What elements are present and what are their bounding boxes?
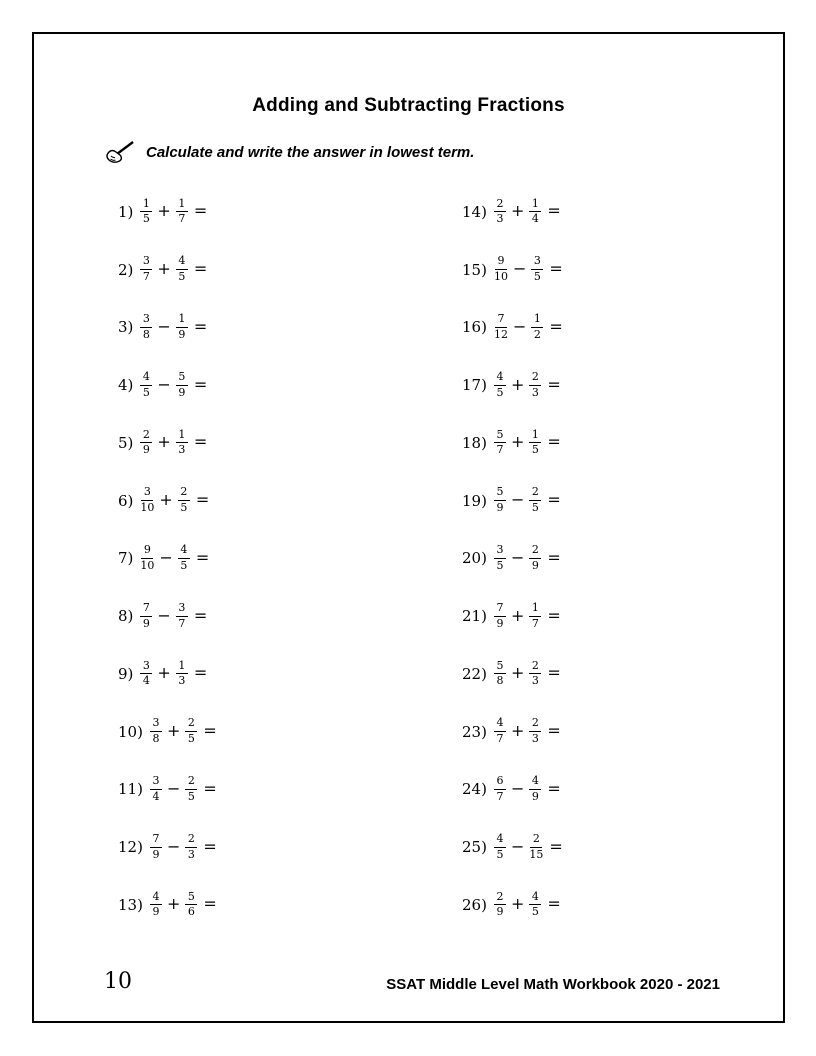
operator: − (159, 547, 173, 567)
equals-sign: = (193, 663, 208, 683)
numerator: 3 (176, 602, 188, 617)
fraction (494, 486, 506, 514)
problem-row (462, 414, 563, 472)
fraction (529, 717, 541, 745)
fraction (494, 602, 506, 630)
fraction (494, 429, 506, 457)
fraction (494, 775, 506, 803)
denominator: 7 (142, 270, 150, 284)
problem-row (462, 183, 563, 241)
numerator: 1 (176, 660, 188, 675)
problem-row (462, 472, 563, 530)
numerator: 2 (140, 429, 152, 444)
equals-sign: = (193, 259, 208, 279)
denominator: 9 (178, 327, 186, 341)
denominator: 8 (152, 732, 160, 746)
problem-row (462, 587, 563, 645)
operator: − (510, 836, 525, 856)
problem-number: 15) (462, 260, 487, 279)
problem-number: 13) (118, 895, 143, 914)
fraction (150, 775, 162, 803)
numerator: 7 (494, 602, 506, 617)
fraction (140, 255, 152, 283)
fraction (140, 429, 152, 457)
denominator: 5 (180, 501, 188, 515)
problem-number: 2) (118, 260, 134, 279)
problem-number: 22) (462, 664, 487, 683)
equals-sign: = (193, 605, 208, 625)
numerator: 2 (529, 660, 541, 675)
operator: + (166, 721, 181, 741)
numerator: 5 (176, 371, 188, 386)
denominator: 9 (531, 558, 539, 572)
problem-number: 7) (118, 549, 134, 568)
operator: − (510, 490, 525, 510)
book-title: SSAT Middle Level Math Workbook 2020 - 2021 (386, 976, 720, 993)
fraction (529, 775, 541, 803)
writing-hand-icon (105, 140, 135, 164)
problem-number: 17) (462, 376, 487, 395)
fraction (176, 371, 188, 399)
fraction (494, 313, 508, 341)
numerator: 3 (140, 255, 152, 270)
operator: + (157, 259, 171, 279)
fraction (176, 255, 188, 283)
fraction (494, 717, 506, 745)
problem-row (118, 645, 217, 703)
problem-row (462, 876, 563, 934)
problem-number: 14) (462, 202, 487, 221)
numerator: 1 (529, 602, 541, 617)
problem-number: 11) (118, 780, 143, 799)
denominator: 8 (496, 674, 504, 688)
numerator: 1 (531, 313, 543, 328)
operator: − (510, 547, 525, 567)
problem-row (118, 761, 217, 819)
numerator: 1 (529, 198, 541, 213)
denominator: 5 (142, 385, 150, 399)
denominator: 5 (178, 270, 186, 284)
equals-sign: = (195, 490, 210, 510)
page-title: Adding and Subtracting Fractions (252, 95, 565, 116)
denominator: 4 (152, 789, 160, 803)
numerator: 3 (150, 775, 162, 790)
problem-row (118, 183, 217, 241)
fraction (494, 833, 506, 861)
fraction (185, 891, 197, 919)
denominator: 5 (533, 270, 541, 284)
fraction (176, 198, 188, 226)
page-number: 10 (104, 969, 132, 994)
numerator: 1 (140, 198, 152, 213)
numerator: 3 (531, 255, 543, 270)
problem-row (118, 818, 217, 876)
problem-row (118, 241, 217, 299)
operator: − (157, 374, 171, 394)
denominator: 9 (496, 616, 504, 630)
denominator: 4 (142, 674, 150, 688)
denominator: 7 (496, 789, 504, 803)
operator: + (159, 490, 173, 510)
denominator: 9 (496, 501, 504, 515)
operator: − (510, 778, 525, 798)
denominator: 5 (142, 212, 150, 226)
equals-sign: = (547, 894, 561, 914)
numerator: 3 (494, 544, 506, 559)
numerator: 7 (140, 602, 152, 617)
operator: + (510, 201, 525, 221)
numerator: 2 (185, 833, 197, 848)
operator: − (166, 778, 181, 798)
problem-number: 6) (118, 491, 134, 510)
denominator: 9 (152, 905, 160, 919)
denominator: 5 (531, 443, 539, 457)
problem-number: 8) (118, 607, 134, 626)
numerator: 2 (529, 371, 541, 386)
numerator: 1 (529, 429, 541, 444)
denominator: 4 (531, 212, 539, 226)
fraction (494, 198, 506, 226)
fraction (531, 255, 543, 283)
numerator: 2 (185, 717, 197, 732)
denominator: 3 (178, 674, 186, 688)
numerator: 4 (494, 833, 506, 848)
fraction (529, 833, 543, 861)
fraction (529, 429, 541, 457)
denominator: 9 (152, 847, 160, 861)
problem-number: 3) (118, 318, 134, 337)
operator: + (157, 663, 171, 683)
problem-number: 25) (462, 838, 487, 857)
problem-row (118, 472, 217, 530)
problem-number: 5) (118, 433, 134, 452)
denominator: 9 (142, 616, 150, 630)
equals-sign: = (193, 374, 208, 394)
denominator: 9 (496, 905, 504, 919)
problem-number: 24) (462, 780, 487, 799)
denominator: 5 (180, 558, 188, 572)
fraction (185, 775, 197, 803)
fraction (176, 602, 188, 630)
problem-row (462, 356, 563, 414)
fraction (150, 717, 162, 745)
denominator: 3 (531, 732, 539, 746)
equals-sign: = (195, 547, 210, 567)
equals-sign: = (549, 316, 563, 336)
operator: + (510, 721, 525, 741)
numerator: 4 (140, 371, 152, 386)
fraction (531, 313, 543, 341)
fraction (494, 891, 506, 919)
fraction (140, 544, 154, 572)
denominator: 2 (533, 327, 541, 341)
fraction (529, 544, 541, 572)
denominator: 6 (187, 905, 195, 919)
denominator: 9 (531, 789, 539, 803)
problem-number: 16) (462, 318, 487, 337)
numerator: 9 (141, 544, 153, 559)
denominator: 5 (531, 905, 539, 919)
numerator: 5 (494, 660, 506, 675)
equals-sign: = (193, 316, 208, 336)
problem-row (462, 241, 563, 299)
fraction (494, 255, 508, 283)
denominator: 7 (496, 732, 504, 746)
denominator: 3 (178, 443, 186, 457)
problem-number: 20) (462, 549, 487, 568)
problem-row (462, 299, 563, 357)
numerator: 2 (529, 717, 541, 732)
operator: + (157, 201, 171, 221)
page-border-frame (32, 32, 785, 1023)
fraction (140, 313, 152, 341)
operator: + (510, 894, 525, 914)
denominator: 12 (493, 327, 508, 341)
operator: − (512, 259, 527, 279)
numerator: 2 (494, 198, 506, 213)
fraction (140, 198, 152, 226)
equals-sign: = (203, 721, 217, 741)
equals-sign: = (203, 836, 217, 856)
numerator: 3 (150, 717, 162, 732)
fraction (140, 371, 152, 399)
denominator: 5 (187, 732, 195, 746)
denominator: 3 (531, 385, 539, 399)
problem-number: 23) (462, 722, 487, 741)
problem-row (118, 356, 217, 414)
problem-number: 12) (118, 838, 143, 857)
fraction (185, 717, 197, 745)
problem-number: 10) (118, 722, 143, 741)
numerator: 7 (150, 833, 162, 848)
denominator: 7 (178, 212, 186, 226)
numerator: 2 (494, 891, 506, 906)
denominator: 10 (493, 270, 508, 284)
numerator: 6 (494, 775, 506, 790)
problem-row (118, 587, 217, 645)
operator: + (510, 663, 525, 683)
denominator: 8 (142, 327, 150, 341)
numerator: 1 (176, 429, 188, 444)
denominator: 5 (531, 501, 539, 515)
numerator: 3 (141, 486, 153, 501)
problem-row (118, 530, 217, 588)
numerator: 4 (176, 255, 188, 270)
equals-sign: = (547, 201, 561, 221)
numerator: 4 (178, 544, 190, 559)
equals-sign: = (547, 374, 561, 394)
problems-column-right (462, 183, 563, 934)
denominator: 5 (496, 385, 504, 399)
problem-row (462, 703, 563, 761)
numerator: 5 (494, 486, 506, 501)
problem-row (462, 818, 563, 876)
operator: + (510, 374, 525, 394)
denominator: 9 (142, 443, 150, 457)
problem-number: 18) (462, 433, 487, 452)
problem-row (462, 761, 563, 819)
denominator: 5 (187, 789, 195, 803)
problem-row (462, 530, 563, 588)
numerator: 2 (185, 775, 197, 790)
denominator: 7 (496, 443, 504, 457)
equals-sign: = (547, 490, 561, 510)
numerator: 9 (495, 255, 507, 270)
fraction (529, 660, 541, 688)
numerator: 5 (494, 429, 506, 444)
equals-sign: = (547, 432, 561, 452)
fraction (185, 833, 197, 861)
denominator: 7 (178, 616, 186, 630)
denominator: 9 (178, 385, 186, 399)
equals-sign: = (549, 836, 563, 856)
operator: − (166, 836, 181, 856)
problems-column-left (118, 183, 217, 934)
fraction (176, 429, 188, 457)
fraction (529, 198, 541, 226)
problem-row (462, 645, 563, 703)
fraction (494, 660, 506, 688)
numerator: 2 (178, 486, 190, 501)
instruction-text: Calculate and write the answer in lowest term. (146, 143, 475, 161)
operator: − (157, 316, 171, 336)
denominator: 3 (531, 674, 539, 688)
numerator: 4 (529, 775, 541, 790)
denominator: 5 (496, 847, 504, 861)
fraction (494, 544, 506, 572)
equals-sign: = (203, 778, 217, 798)
fraction (494, 371, 506, 399)
operator: − (157, 605, 171, 625)
fraction (529, 486, 541, 514)
problem-number: 1) (118, 202, 134, 221)
fraction (140, 660, 152, 688)
equals-sign: = (549, 259, 563, 279)
denominator: 15 (529, 847, 544, 861)
denominator: 10 (140, 501, 155, 515)
instruction-row (105, 140, 474, 164)
denominator: 3 (496, 212, 504, 226)
problem-row (118, 703, 217, 761)
numerator: 4 (150, 891, 162, 906)
numerator: 1 (176, 313, 188, 328)
numerator: 7 (495, 313, 507, 328)
numerator: 5 (185, 891, 197, 906)
fraction (150, 833, 162, 861)
fraction (140, 602, 152, 630)
numerator: 3 (140, 313, 152, 328)
fraction (178, 486, 190, 514)
numerator: 2 (530, 833, 542, 848)
numerator: 4 (529, 891, 541, 906)
operator: + (157, 432, 171, 452)
equals-sign: = (547, 605, 561, 625)
problem-row (118, 299, 217, 357)
fraction (176, 313, 188, 341)
problem-number: 26) (462, 895, 487, 914)
operator: + (166, 894, 181, 914)
problem-number: 4) (118, 376, 134, 395)
problem-number: 9) (118, 664, 134, 683)
equals-sign: = (547, 547, 561, 567)
fraction (150, 891, 162, 919)
problem-number: 21) (462, 607, 487, 626)
numerator: 2 (529, 544, 541, 559)
denominator: 7 (531, 616, 539, 630)
denominator: 3 (187, 847, 195, 861)
operator: + (510, 432, 525, 452)
fraction (140, 486, 154, 514)
numerator: 3 (140, 660, 152, 675)
fraction (529, 891, 541, 919)
numerator: 4 (494, 371, 506, 386)
equals-sign: = (547, 778, 561, 798)
numerator: 4 (494, 717, 506, 732)
fraction (529, 371, 541, 399)
fraction (176, 660, 188, 688)
operator: − (512, 316, 527, 336)
denominator: 5 (496, 558, 504, 572)
denominator: 10 (140, 558, 155, 572)
fraction (529, 602, 541, 630)
equals-sign: = (547, 721, 561, 741)
equals-sign: = (193, 201, 208, 221)
problem-row (118, 414, 217, 472)
equals-sign: = (193, 432, 208, 452)
numerator: 2 (529, 486, 541, 501)
fraction (178, 544, 190, 572)
equals-sign: = (203, 894, 217, 914)
equals-sign: = (547, 663, 561, 683)
operator: + (510, 605, 525, 625)
problem-number: 19) (462, 491, 487, 510)
problem-row (118, 876, 217, 934)
numerator: 1 (176, 198, 188, 213)
